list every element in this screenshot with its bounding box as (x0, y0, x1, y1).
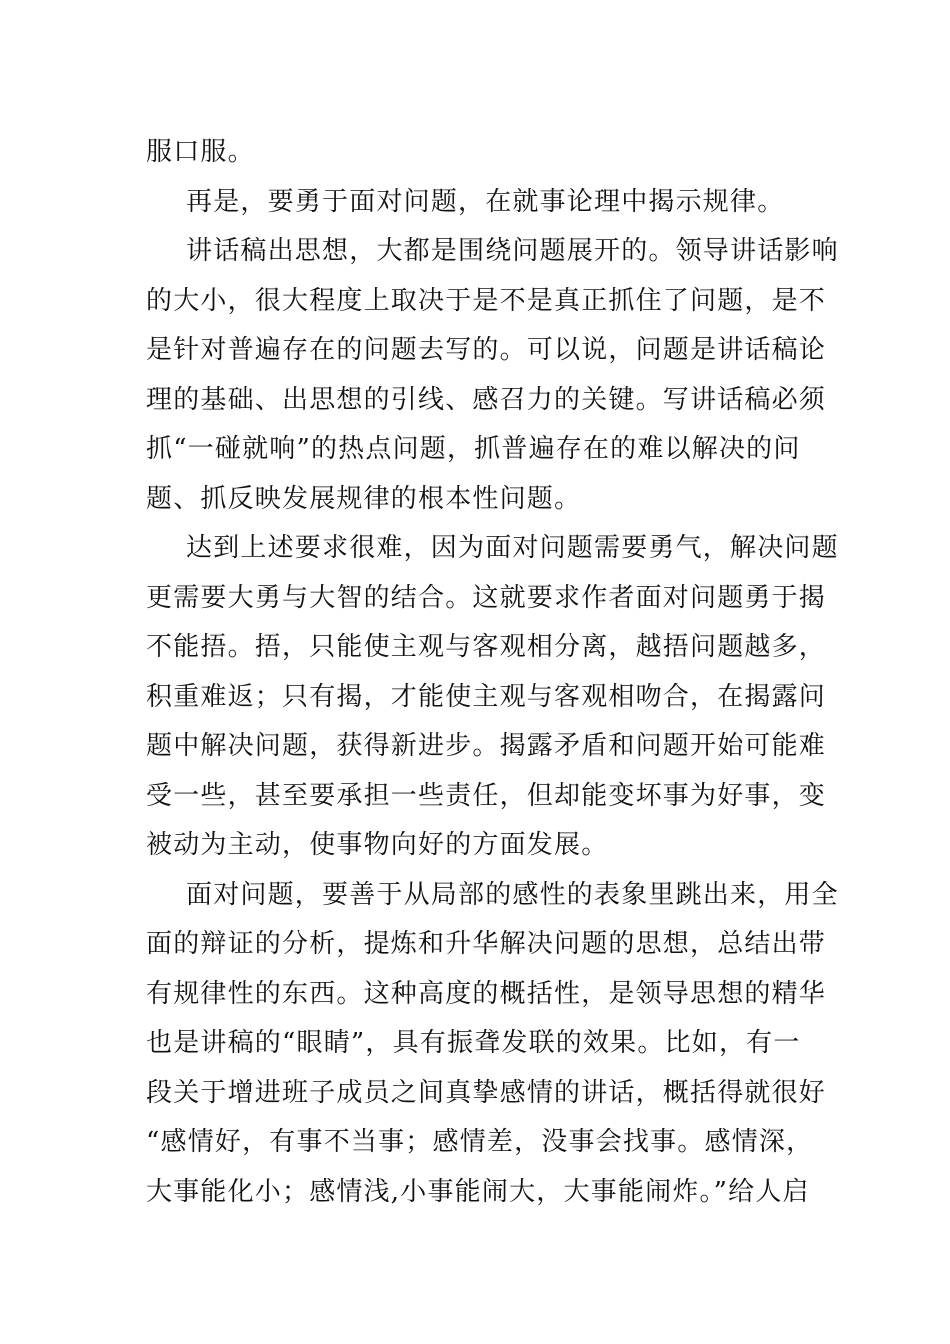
text-line: 被动为主动，使事物向好的方面发展。 (146, 830, 609, 860)
text-line: 积重难返；只有揭，才能使主观与客观相吻合，在揭露问 (146, 681, 827, 712)
text-line: 的大小，很大程度上取决于是不是真正抓住了问题，是不 (146, 285, 827, 316)
text-line: 题中解决问题，获得新进步。揭露矛盾和问题开始可能难 (146, 731, 827, 761)
text-line: 题、抓反映发展规律的根本性问题。 (146, 483, 582, 514)
text-line: 面的辩证的分析，提炼和升华解决问题的思想，总结出带 (146, 929, 827, 959)
text-line: 段关于增进班子成员之间真挚感情的讲话，概括得就很好 (146, 1077, 827, 1108)
text-line: 面对问题，要善于从局部的感性的表象里跳出来，用全 (186, 879, 839, 910)
text-line: 受一些，甚至要承担一些责任，但却能变坏事为好事，变 (146, 780, 827, 811)
text-line: 有规律性的东西。这种高度的概括性，是领导思想的精华 (146, 978, 827, 1009)
text-line: 服口服。 (146, 137, 255, 167)
text-line: 大事能化小；感情浅,小事能闹大，大事能闹炸。”给人启 (146, 1176, 810, 1207)
text-line: 再是，要勇于面对问题，在就事论理中揭示规律。 (186, 186, 785, 217)
text-line: 更需要大勇与大智的结合。这就要求作者面对问题勇于揭 (146, 582, 827, 613)
document-body (146, 128, 839, 1217)
text-line: 达到上述要求很难，因为面对问题需要勇气，解决问题 (186, 533, 839, 563)
text-line: 不能捂。捂，只能使主观与客观相分离，越捂问题越多， (146, 632, 827, 662)
text-line: 是针对普遍存在的问题去写的。可以说，问题是讲话稿论 (146, 335, 827, 365)
text-line: “感情好，有事不当事；感情差，没事会找事。感情深， (146, 1127, 814, 1157)
text-line: 也是讲稿的“眼睛”，具有振聋发联的效果。比如，有一 (146, 1028, 801, 1058)
text-line: 理的基础、出思想的引线、感召力的关键。写讲话稿必须 (146, 384, 827, 415)
text-line: 讲话稿出思想，大都是围绕问题展开的。领导讲话影响 (186, 236, 839, 266)
text-line: 抓“一碰就响”的热点问题，抓普遍存在的难以解决的问 (146, 434, 801, 464)
